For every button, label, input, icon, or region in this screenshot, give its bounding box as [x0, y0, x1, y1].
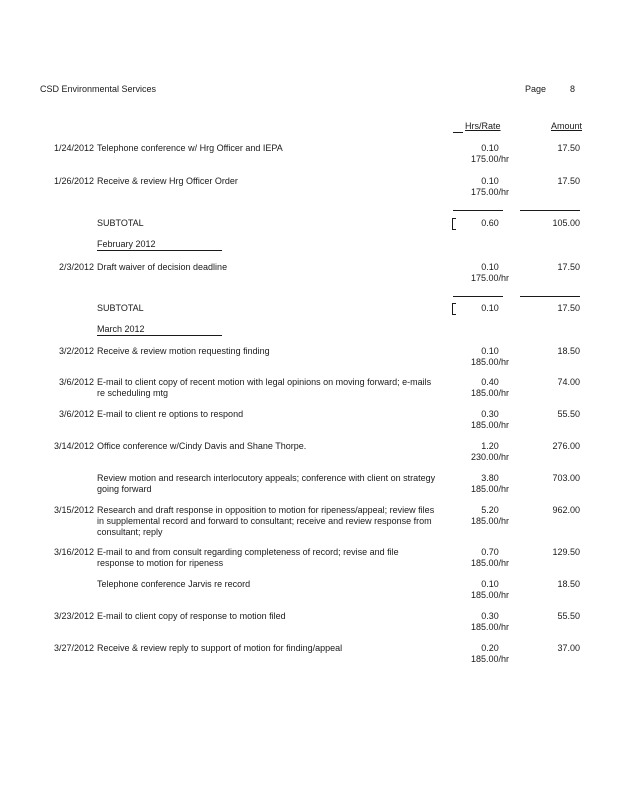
header-rule-left	[453, 132, 463, 133]
entry-description: Receive & review Hrg Officer Order	[97, 176, 238, 186]
entry-date: 2/3/2012	[58, 262, 94, 272]
entry-rate: 185.00/hr	[470, 558, 510, 568]
entry-description: Telephone conference w/ Hrg Officer and IEPA	[97, 143, 283, 153]
month-header: March 2012	[97, 324, 145, 334]
subtotal-amount: 17.50	[557, 303, 580, 313]
entry-hours: 0.70	[481, 547, 499, 557]
subtotal-rule-amount	[520, 296, 580, 297]
page-number: 8	[570, 84, 576, 94]
entry-description: Receive & review motion requesting finding	[97, 346, 270, 356]
entry-date: 3/16/2012	[53, 547, 94, 557]
subtotal-hours: 0.60	[481, 218, 499, 228]
entry-hours: 0.40	[481, 377, 499, 387]
entry-description: E-mail to client re options to respond	[97, 409, 244, 419]
entry-amount: 17.50	[557, 143, 580, 153]
hrs-rate-header: Hrs/Rate	[465, 121, 501, 131]
entry-rate: 185.00/hr	[470, 357, 510, 367]
entry-description: Receive & review reply to support of motion for finding/appeal	[97, 643, 343, 653]
entry-date: 3/6/2012	[58, 409, 94, 419]
entry-amount: 276.00	[552, 441, 580, 451]
entry-hours: 3.80	[481, 473, 499, 483]
entry-amount: 55.50	[557, 409, 580, 419]
entry-rate: 185.00/hr	[470, 590, 510, 600]
subtotal-label: SUBTOTAL	[97, 303, 144, 313]
entry-hours: 0.20	[481, 643, 499, 653]
entry-rate: 230.00/hr	[470, 452, 510, 462]
entry-hours: 0.10	[481, 346, 499, 356]
entry-rate: 175.00/hr	[470, 154, 510, 164]
entry-description: Telephone conference Jarvis re record	[97, 579, 251, 589]
entry-hours: 0.30	[481, 611, 499, 621]
amount-header: Amount	[550, 121, 582, 131]
entry-rate: 175.00/hr	[470, 273, 510, 283]
month-underline	[97, 250, 222, 251]
company-name: CSD Environmental Services	[40, 84, 157, 94]
entry-rate: 185.00/hr	[470, 484, 510, 494]
entry-hours: 0.10	[481, 579, 499, 589]
entry-date: 1/26/2012	[53, 176, 94, 186]
subtotal-bracket	[452, 218, 456, 230]
page-label: Page	[525, 84, 547, 94]
entry-amount: 18.50	[557, 579, 580, 589]
entry-description: E-mail to and from consult regarding completeness of record; revise and file response to motion for ripeness	[97, 547, 399, 568]
entry-amount: 129.50	[552, 547, 580, 557]
entry-amount: 74.00	[557, 377, 580, 387]
subtotal-hours: 0.10	[481, 303, 499, 313]
entry-amount: 55.50	[557, 611, 580, 621]
entry-rate: 175.00/hr	[470, 187, 510, 197]
entry-date: 3/6/2012	[58, 377, 94, 387]
entry-hours: 0.10	[481, 176, 499, 186]
entry-rate: 185.00/hr	[470, 516, 510, 526]
entry-hours: 0.30	[481, 409, 499, 419]
entry-amount: 17.50	[557, 176, 580, 186]
entry-date: 3/15/2012	[53, 505, 94, 515]
subtotal-rule-amount	[520, 210, 580, 211]
entry-hours: 0.10	[481, 262, 499, 272]
entry-description: E-mail to client copy of response to motion filed	[97, 611, 286, 621]
subtotal-bracket	[452, 303, 456, 315]
entry-date: 3/23/2012	[53, 611, 94, 621]
month-header: February 2012	[97, 239, 156, 249]
month-underline	[97, 335, 222, 336]
entry-amount: 962.00	[552, 505, 580, 515]
entry-description: Review motion and research interlocutory appeals; conference with client on strategy going forward	[97, 473, 436, 494]
entry-description: E-mail to client copy of recent motion with legal opinions on moving forward; e-mails re scheduling mtg	[97, 377, 432, 398]
subtotal-rule-hours	[453, 210, 503, 211]
entry-amount: 17.50	[557, 262, 580, 272]
subtotal-label: SUBTOTAL	[97, 218, 144, 228]
entry-description: Office conference w/Cindy Davis and Shane Thorpe.	[97, 441, 307, 451]
entry-hours: 0.10	[481, 143, 499, 153]
entry-date: 3/27/2012	[53, 643, 94, 653]
entry-description: Draft waiver of decision deadline	[97, 262, 228, 272]
entry-amount: 703.00	[552, 473, 580, 483]
entry-rate: 185.00/hr	[470, 622, 510, 632]
subtotal-amount: 105.00	[552, 218, 580, 228]
entry-rate: 185.00/hr	[470, 420, 510, 430]
entry-hours: 5.20	[481, 505, 499, 515]
entry-amount: 18.50	[557, 346, 580, 356]
entry-rate: 185.00/hr	[470, 388, 510, 398]
entry-description: Research and draft response in opposition to motion for ripeness/appeal; review files in supplemental record and forward to consultant; receive and review response from consultant; reply	[97, 505, 435, 537]
entry-date: 1/24/2012	[53, 143, 94, 153]
entry-hours: 1.20	[481, 441, 499, 451]
entry-amount: 37.00	[557, 643, 580, 653]
subtotal-rule-hours	[453, 296, 503, 297]
entry-date: 3/14/2012	[53, 441, 94, 451]
entry-date: 3/2/2012	[58, 346, 94, 356]
entry-rate: 185.00/hr	[470, 654, 510, 664]
